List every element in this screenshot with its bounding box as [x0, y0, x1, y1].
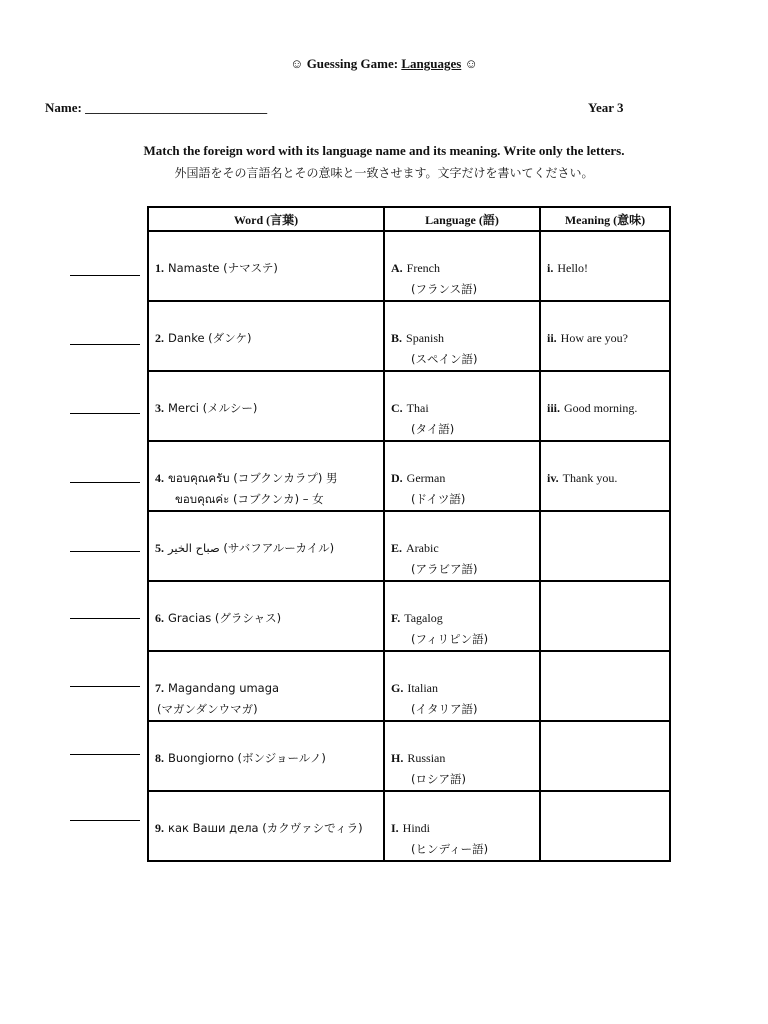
header-meaning: Meaning (意味)	[540, 207, 670, 231]
answer-blank[interactable]	[70, 344, 140, 345]
word-text: Buongiorno (ボンジョールノ)	[168, 751, 326, 765]
answer-blank[interactable]	[70, 551, 140, 552]
answer-blank[interactable]	[70, 686, 140, 687]
table-row	[148, 371, 670, 441]
language-name: Hindi	[402, 821, 431, 835]
language-letter: E.	[391, 541, 403, 555]
table-row	[148, 721, 670, 791]
language-name: Arabic	[406, 541, 439, 555]
title-suffix: ☺	[461, 56, 478, 71]
word-number: 5.	[155, 541, 164, 555]
word-number: 4.	[155, 471, 164, 485]
meaning-cell	[540, 651, 670, 721]
word-number: 7.	[155, 681, 164, 695]
answer-blank[interactable]	[70, 413, 140, 414]
language-letter: H.	[391, 751, 404, 765]
language-letter: A.	[391, 261, 403, 275]
language-name: Spanish	[406, 331, 445, 345]
instructions-japanese: 外国語をその言語名とその意味と一致させます。文字だけを書いてください。	[174, 166, 594, 180]
title-topic: Languages	[401, 56, 462, 71]
word-text: Namaste (ナマステ)	[168, 261, 278, 275]
meaning-cell	[540, 371, 670, 441]
meaning-cell	[540, 721, 670, 791]
meaning-text: Thank you.	[562, 471, 618, 485]
word-cell	[148, 791, 384, 861]
language-cell	[384, 441, 540, 511]
meaning-number: i.	[547, 261, 554, 275]
language-name: German	[406, 471, 446, 485]
meaning-cell	[540, 511, 670, 581]
word-text-line2: ขอบคุณค่ะ (コブクンカ) – 女	[175, 492, 324, 506]
word-cell	[148, 371, 384, 441]
language-cell	[384, 791, 540, 861]
language-name-jp: (ドイツ語)	[411, 492, 466, 506]
word-text: Merci (メルシー)	[168, 401, 258, 415]
language-name: Thai	[406, 401, 429, 415]
worksheet-title	[0, 56, 768, 72]
word-cell	[148, 511, 384, 581]
word-cell	[148, 581, 384, 651]
word-text: Magandang umaga	[168, 681, 280, 695]
meaning-text: Hello!	[557, 261, 588, 275]
table-row	[148, 441, 670, 511]
language-cell	[384, 231, 540, 301]
meaning-cell	[540, 231, 670, 301]
language-name-jp: (フランス語)	[411, 282, 478, 296]
meaning-number: ii.	[547, 331, 557, 345]
meaning-text: Good morning.	[564, 401, 638, 415]
language-name-jp: (タイ語)	[411, 422, 455, 436]
word-number: 3.	[155, 401, 164, 415]
word-number: 2.	[155, 331, 164, 345]
language-name-jp: (ロシア語)	[411, 772, 466, 786]
table-row	[148, 651, 670, 721]
table-row	[148, 511, 670, 581]
meaning-number: iii.	[547, 401, 561, 415]
title-prefix: ☺ Guessing Game:	[290, 56, 402, 71]
language-cell	[384, 581, 540, 651]
language-name: French	[406, 261, 440, 275]
language-name-jp: (イタリア語)	[411, 702, 478, 716]
name-field[interactable]: Name: ____________________________	[45, 100, 268, 115]
meaning-text: How are you?	[560, 331, 628, 345]
word-number: 9.	[155, 821, 164, 835]
meaning-cell	[540, 791, 670, 861]
word-cell	[148, 231, 384, 301]
answer-blank[interactable]	[70, 482, 140, 483]
word-text: Gracias (グラシャス)	[168, 611, 282, 625]
table-row	[148, 791, 670, 861]
language-letter: C.	[391, 401, 403, 415]
language-cell	[384, 511, 540, 581]
word-number: 8.	[155, 751, 164, 765]
meaning-number: iv.	[547, 471, 559, 485]
word-text: Danke (ダンケ)	[168, 331, 252, 345]
language-cell	[384, 371, 540, 441]
word-number: 1.	[155, 261, 164, 275]
word-text: как Ваши дела (カクヴァシでィラ)	[168, 821, 363, 835]
language-name-jp: (アラビア語)	[411, 562, 478, 576]
table-row	[148, 581, 670, 651]
word-cell	[148, 441, 384, 511]
language-letter: D.	[391, 471, 403, 485]
language-letter: I.	[391, 821, 399, 835]
language-letter: B.	[391, 331, 403, 345]
language-cell	[384, 301, 540, 371]
meaning-cell	[540, 441, 670, 511]
word-text: ขอบคุณครับ (コブクンカラプ) 男	[168, 471, 338, 485]
language-name: Italian	[407, 681, 438, 695]
word-number: 6.	[155, 611, 164, 625]
header-word: Word (言葉)	[148, 207, 384, 231]
language-name-jp: (スペイン語)	[411, 352, 478, 366]
answer-blank[interactable]	[70, 618, 140, 619]
word-cell	[148, 651, 384, 721]
matching-table	[147, 206, 671, 862]
table-row	[148, 231, 670, 301]
instructions-english: Match the foreign word with its language name and its meaning. Write only the letters.	[143, 143, 625, 158]
answer-blank[interactable]	[70, 754, 140, 755]
meaning-cell	[540, 581, 670, 651]
answer-blank[interactable]	[70, 820, 140, 821]
meaning-cell	[540, 301, 670, 371]
language-name: Russian	[407, 751, 446, 765]
answer-blank[interactable]	[70, 275, 140, 276]
word-text: صباح الخير (サバフアルーカイル)	[168, 541, 335, 555]
table-header-row	[148, 207, 670, 231]
word-text-line2: (マガンダンウマガ)	[157, 702, 258, 716]
language-name: Tagalog	[404, 611, 443, 625]
year-label: Year 3	[588, 100, 624, 115]
language-cell	[384, 651, 540, 721]
language-letter: G.	[391, 681, 404, 695]
word-cell	[148, 301, 384, 371]
table-row	[148, 301, 670, 371]
word-cell	[148, 721, 384, 791]
header-language: Language (語)	[384, 207, 540, 231]
language-name-jp: (フィリピン語)	[411, 632, 489, 646]
language-cell	[384, 721, 540, 791]
language-letter: F.	[391, 611, 401, 625]
language-name-jp: (ヒンディー語)	[411, 842, 489, 856]
